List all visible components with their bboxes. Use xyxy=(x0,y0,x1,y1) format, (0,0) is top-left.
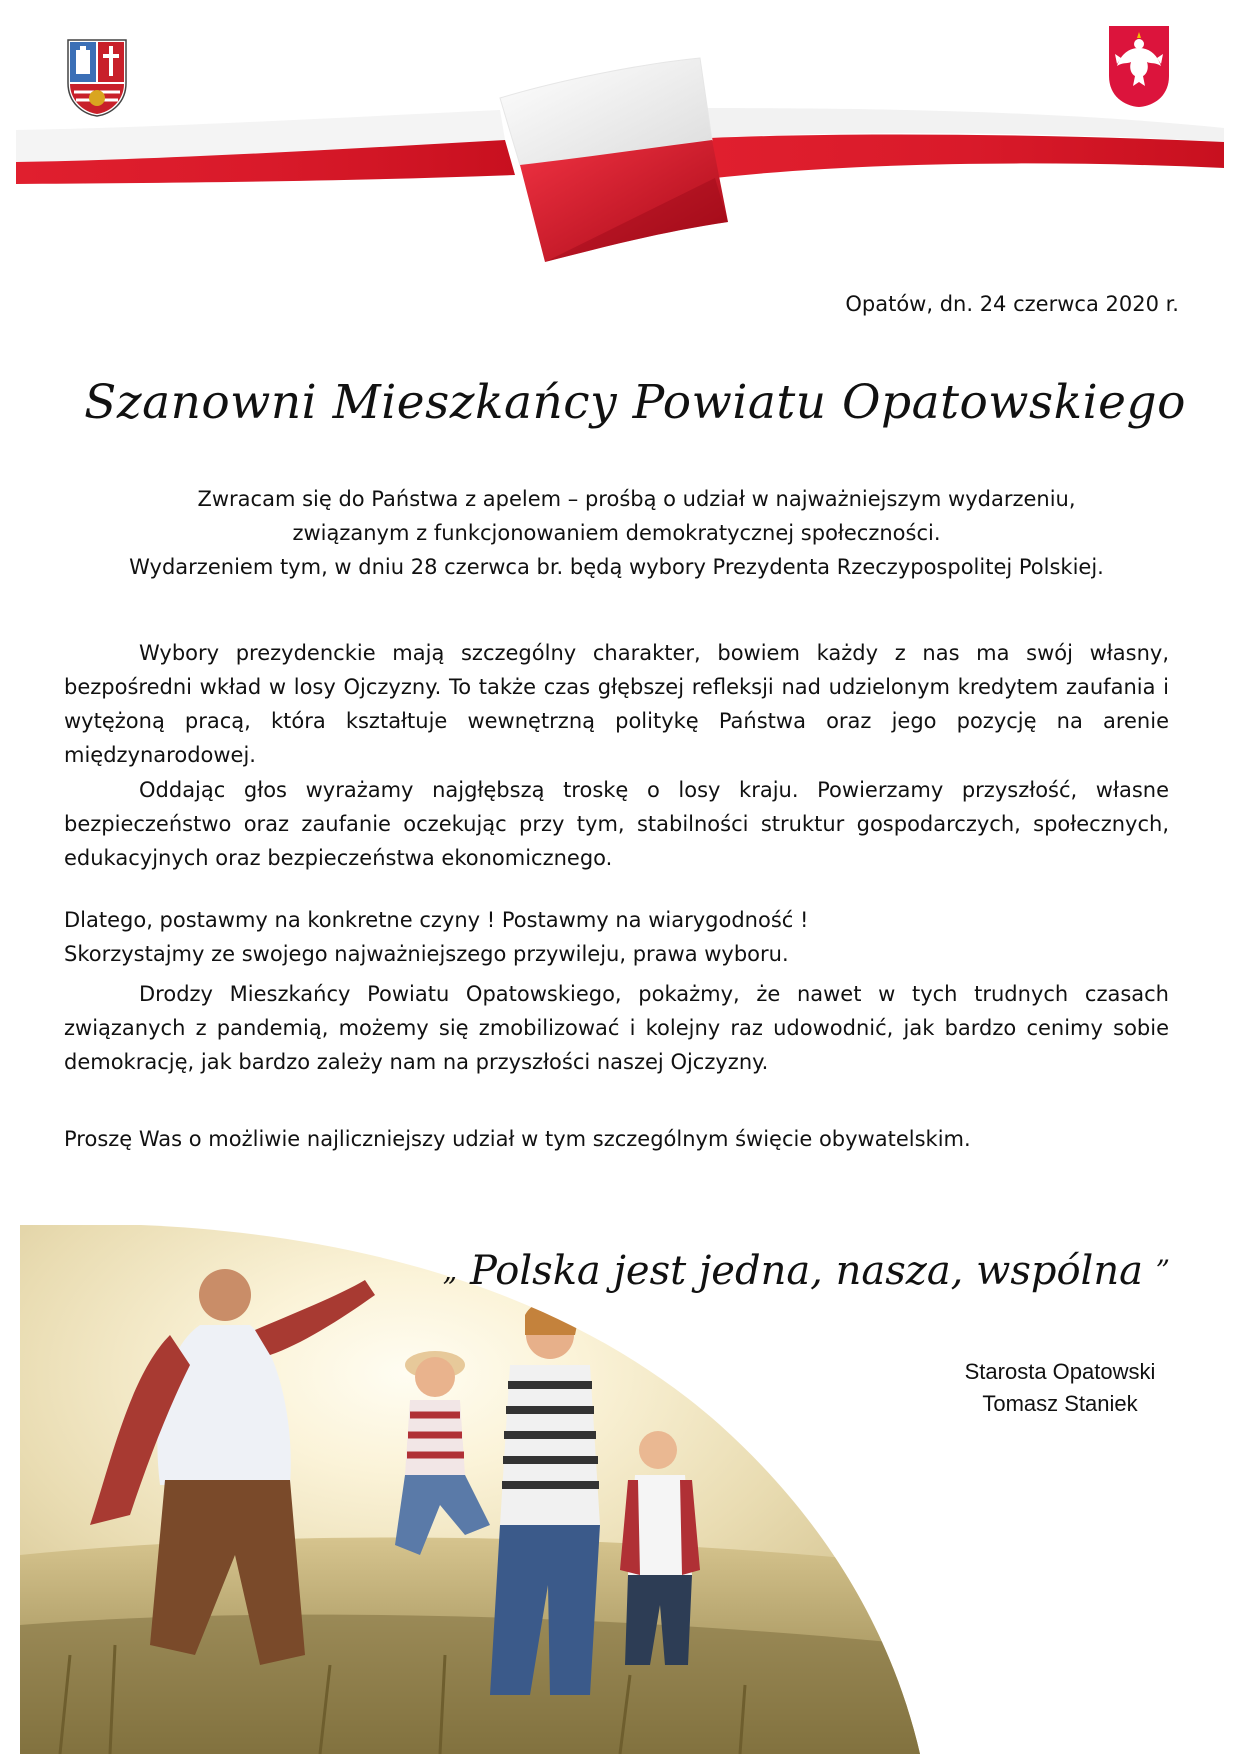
date-line: Opatów, dn. 24 czerwca 2020 r. xyxy=(845,292,1179,316)
paragraph-residents-appeal: Drodzy Mieszkańcy Powiatu Opatowskiego, pokażmy, że nawet w tych trudnych czasach związanych z pandemią, możemy się zmobilizować i kolejny raz udowodnić, jak bardzo cenimy sobie demokrację, jak bardzo zależy nam na przyszłości naszej Ojczyzny. xyxy=(64,982,1169,1074)
paragraph-elections-character: Wybory prezydenckie mają szczególny charakter, bowiem każdy z nas ma swój własny, bezpośredni wkład w losy Ojczyzny. To także czas głębszej refleksji nad udzielonym kredytem zaufania i wytężoną pracą, która kształtuje wewnętrzną politykę Państwa oraz jego pozycję na arenie międzynarodowej. xyxy=(64,641,1169,767)
signature-name: Tomasz Staniek xyxy=(982,1391,1138,1416)
paragraph-call-to-action xyxy=(64,903,1169,971)
flag-ribbon xyxy=(0,0,1240,270)
intro-line: związanym z funkcjonowaniem demokratycznej społeczności. xyxy=(292,521,941,545)
quote-open-mark: „ xyxy=(442,1254,458,1287)
paragraph-request: Proszę Was o możliwie najliczniejszy udział w tym szczególnym święcie obywatelskim. xyxy=(64,1127,971,1151)
signature-role: Starosta Opatowski xyxy=(964,1359,1156,1384)
page-title: Szanowni Mieszkańcy Powiatu Opatowskiego xyxy=(84,375,1186,430)
quote xyxy=(443,1248,1170,1294)
family-photo xyxy=(20,1225,920,1754)
call-line: Dlatego, postawmy na konkretne czyny ! Postawmy na wiarygodność ! xyxy=(64,908,809,932)
paragraph-casting-vote: Oddając głos wyrażamy najgłębszą troskę o losy kraju. Powierzamy przyszłość, własne bezpieczeństwo oraz zaufanie oczekując przy tym, stabilności struktur gospodarczych, społecznych, edukacyjnych oraz bezpieczeństwa ekonomicznego. xyxy=(64,778,1169,870)
call-line: Skorzystajmy ze swojego najważniejszego przywileju, prawa wyboru. xyxy=(64,942,789,966)
signature-block xyxy=(860,1356,1240,1420)
intro-line: Wydarzeniem tym, w dniu 28 czerwca br. będą wybory Prezydenta Rzeczypospolitej Polskiej. xyxy=(129,555,1104,579)
intro-line: Zwracam się do Państwa z apelem – prośbą o udział w najważniejszym wydarzeniu, xyxy=(197,487,1076,511)
polish-eagle-icon xyxy=(1107,24,1171,108)
quote-close-mark: ” xyxy=(1155,1254,1170,1287)
quote-text: Polska jest jedna, nasza, wspólna xyxy=(470,1248,1143,1294)
intro-paragraph xyxy=(64,482,1169,584)
powiat-coat-of-arms-icon xyxy=(66,38,128,118)
